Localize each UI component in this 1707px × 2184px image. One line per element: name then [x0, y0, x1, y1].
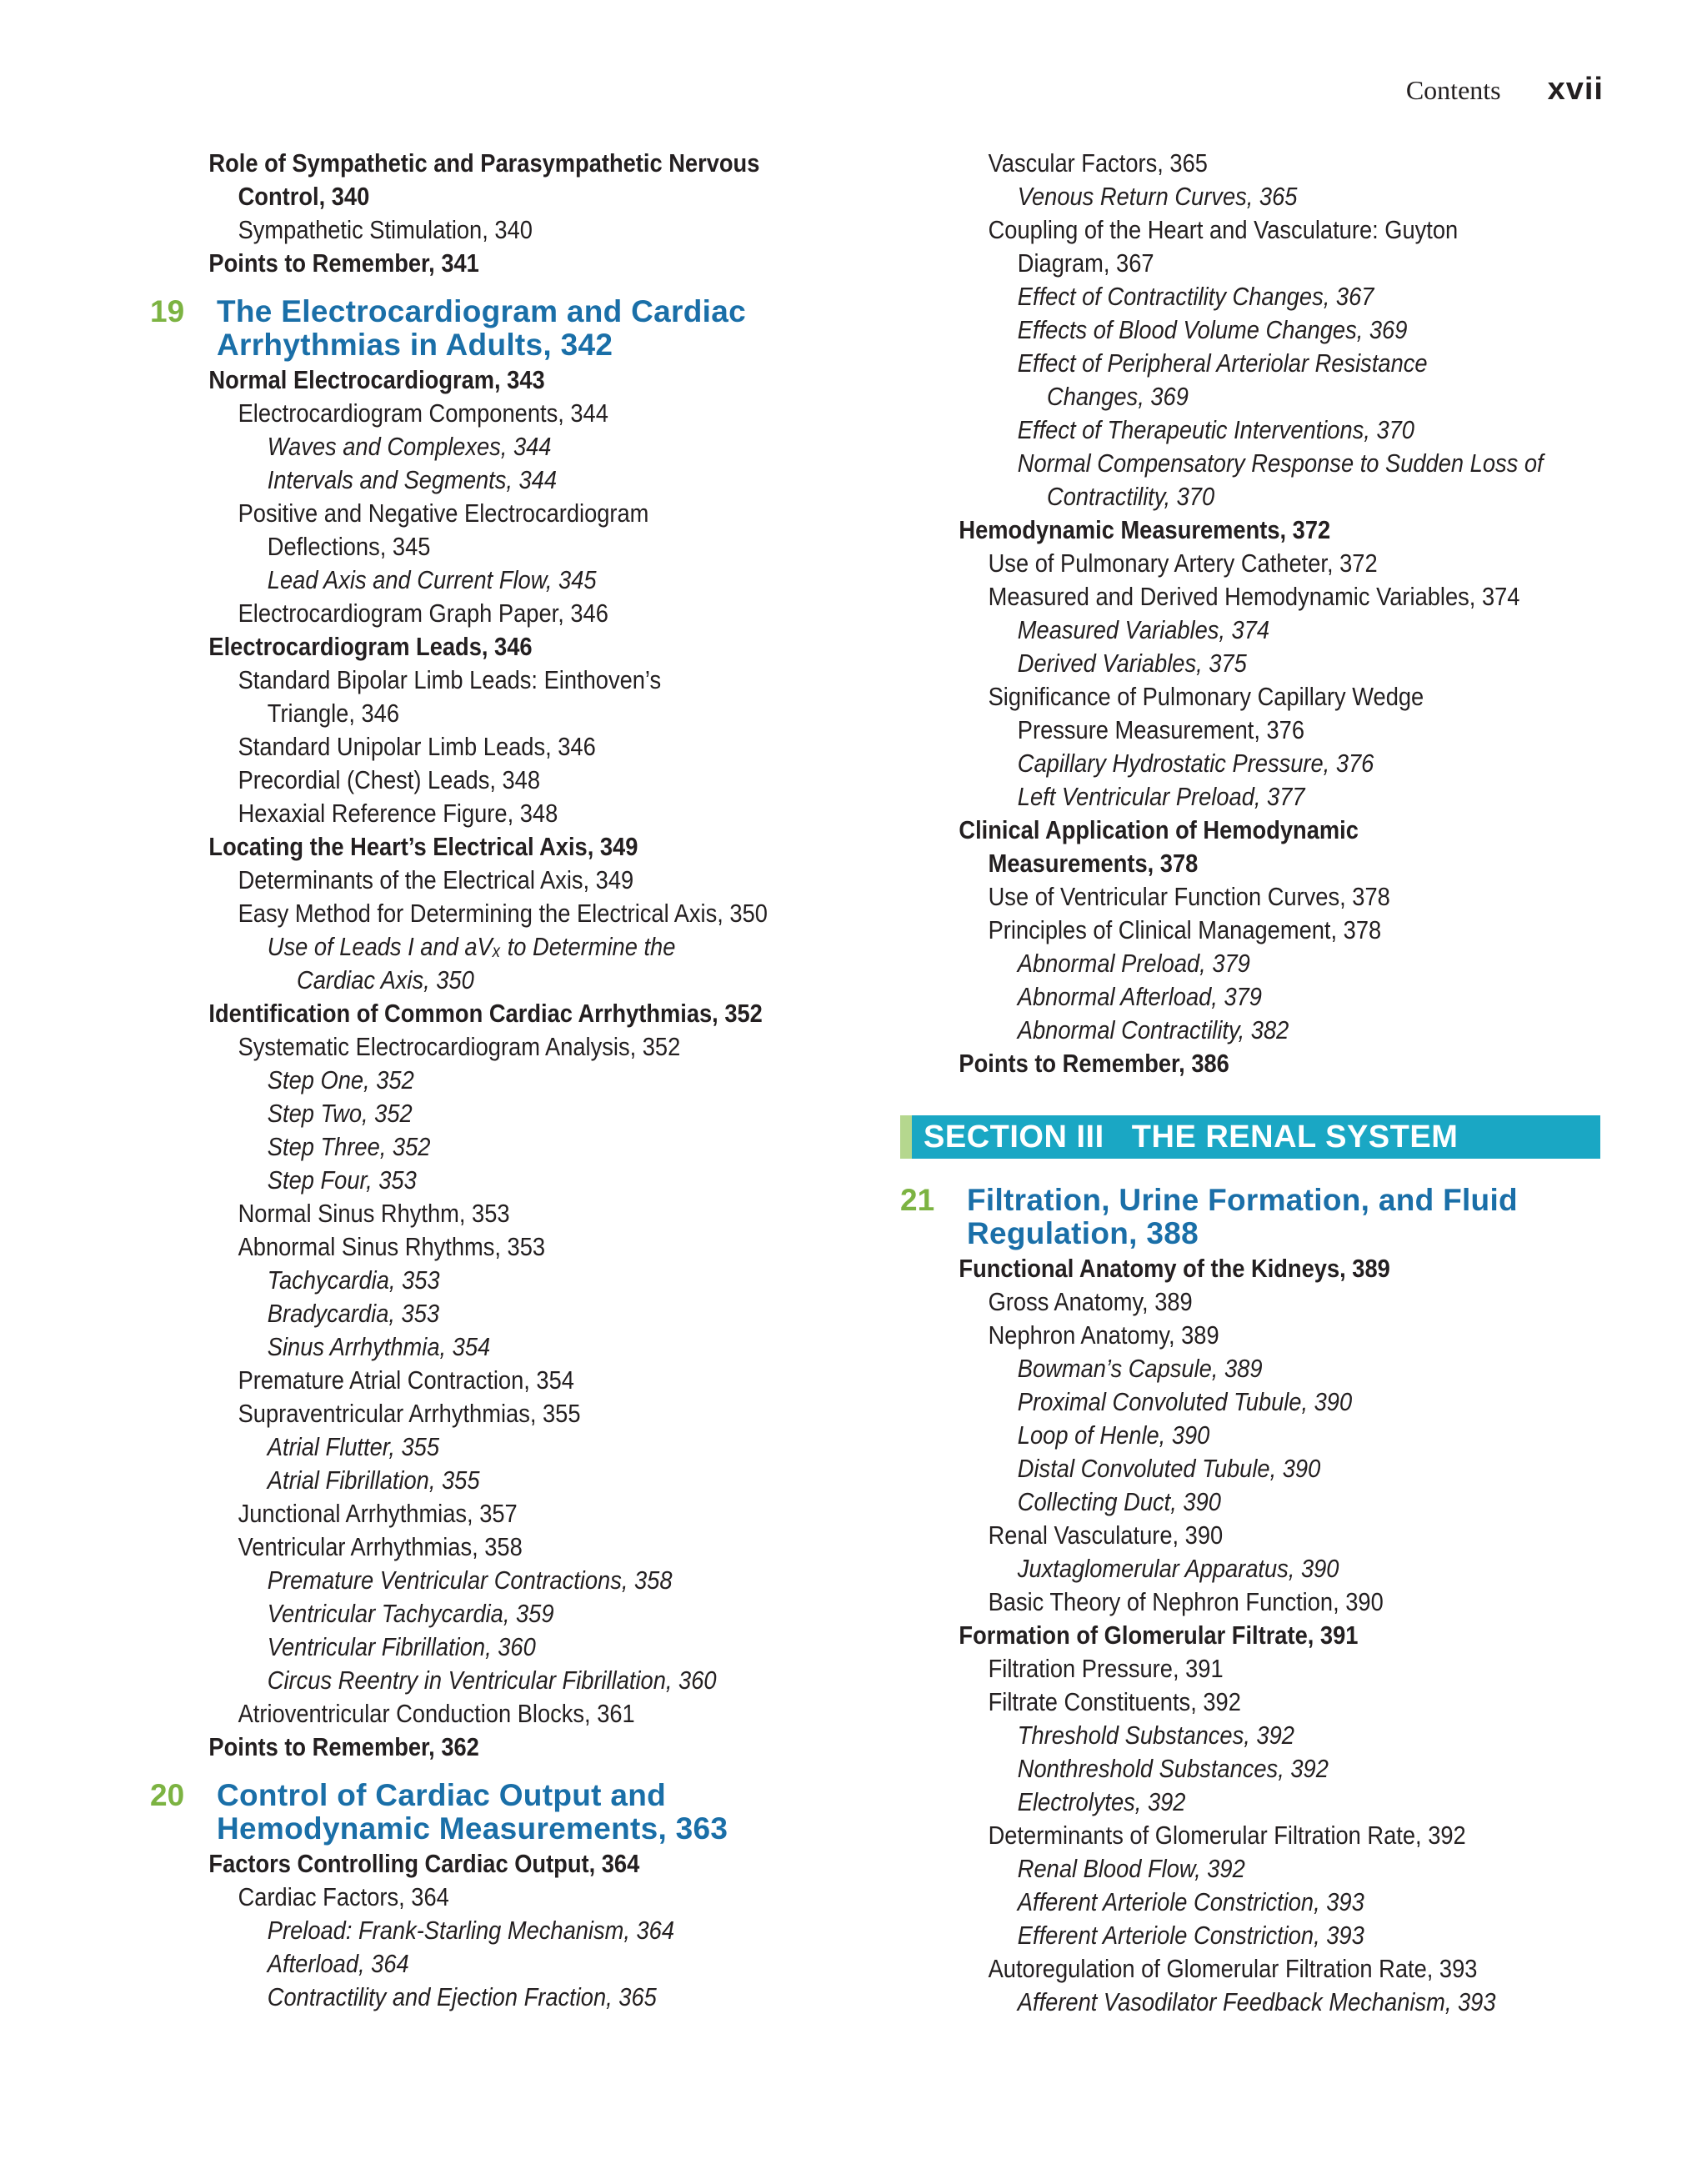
- toc-entry-lvl3: Step Four, 353: [267, 1165, 417, 1195]
- chapter-number: 19: [150, 294, 185, 328]
- toc-entry-lvl2: Sympathetic Stimulation, 340: [238, 215, 533, 244]
- toc-entry-lvl3: Preload: Frank-Starling Mechanism, 364: [267, 1916, 675, 1945]
- toc-entry-lvl2: Positive and Negative Electrocardiogram: [238, 498, 649, 528]
- toc-entry-lvl3: Lead Axis and Current Flow, 345: [267, 565, 597, 594]
- toc-entry-lvl3: Bowman’s Capsule, 389: [1017, 1354, 1263, 1383]
- toc-entry-lvl2: Filtrate Constituents, 392: [988, 1687, 1241, 1716]
- toc-entry-lvl2-continuation: Pressure Measurement, 376: [1017, 715, 1305, 744]
- toc-entry-lvl2: Renal Vasculature, 390: [988, 1520, 1224, 1550]
- toc-left-column: [150, 147, 900, 2014]
- toc-entry-lvl3: Intervals and Segments, 344: [267, 465, 558, 494]
- toc-entry-lvl3: Renal Blood Flow, 392: [1017, 1854, 1245, 1883]
- toc-entry-lvl3: Collecting Duct, 390: [1017, 1487, 1221, 1516]
- toc-entry-lvl3: Effect of Peripheral Arteriolar Resistance: [1017, 348, 1428, 378]
- chapter-heading: [150, 295, 900, 362]
- chapter-title-line: Filtration, Urine Formation, and Fluid: [967, 1183, 1518, 1217]
- running-head: [1406, 72, 1604, 108]
- toc-entry-lvl3: Ventricular Fibrillation, 360: [267, 1632, 536, 1661]
- toc-entry-lvl3: Capillary Hydrostatic Pressure, 376: [1017, 749, 1374, 778]
- toc-entry-lvl2: Determinants of Glomerular Filtration Rate, 392: [988, 1821, 1466, 1850]
- toc-entry-lvl3: Proximal Convoluted Tubule, 390: [1017, 1387, 1353, 1416]
- toc-entry-lvl3: Effect of Contractility Changes, 367: [1017, 282, 1374, 311]
- chapter-title: [217, 295, 746, 362]
- toc-entry-lvl2: Standard Unipolar Limb Leads, 346: [238, 732, 596, 761]
- toc-entry-lvl3: Afterload, 364: [267, 1949, 409, 1978]
- toc-entry-lvl2: Electrocardiogram Components, 344: [238, 398, 608, 428]
- toc-entry-lvl2: Systematic Electrocardiogram Analysis, 352: [238, 1032, 681, 1061]
- toc-entry-lvl2: Standard Bipolar Limb Leads: Einthoven’s: [238, 665, 662, 694]
- toc-entry-lvl3: Atrial Flutter, 355: [267, 1432, 440, 1461]
- toc-entry-lvl2-continuation: Triangle, 346: [267, 699, 400, 728]
- toc-entry-lvl1-continuation: Control, 340: [238, 182, 370, 211]
- toc-entry-lvl2: Measured and Derived Hemodynamic Variables, 374: [988, 582, 1520, 611]
- toc-entry-lvl3: Distal Convoluted Tubule, 390: [1017, 1454, 1321, 1483]
- chapter-title-line: Regulation, 388: [967, 1216, 1199, 1250]
- toc-entry-lvl3: Venous Return Curves, 365: [1017, 182, 1298, 211]
- toc-entry-lvl3: Derived Variables, 375: [1017, 649, 1247, 678]
- toc-entry-lvl1: Role of Sympathetic and Parasympathetic Nervous: [208, 148, 760, 178]
- toc-entry-lvl2: Nephron Anatomy, 389: [988, 1320, 1219, 1350]
- chapter-heading: [900, 1184, 1609, 1250]
- toc-entry-lvl2: Significance of Pulmonary Capillary Wedge: [988, 682, 1424, 711]
- toc-entry-lvl1: Locating the Heart’s Electrical Axis, 349: [208, 832, 638, 861]
- toc-entry-lvl3-continuation: Cardiac Axis, 350: [297, 965, 474, 994]
- toc-entry-lvl3-continuation: Changes, 369: [1047, 382, 1189, 411]
- toc-entry-lvl2: Gross Anatomy, 389: [988, 1287, 1193, 1316]
- toc-entry-lvl1: Identification of Common Cardiac Arrhythmias, 352: [208, 999, 763, 1028]
- toc-entry-lvl3: Tachycardia, 353: [267, 1265, 440, 1295]
- toc-entry-lvl2: Basic Theory of Nephron Function, 390: [988, 1587, 1384, 1616]
- toc-entry-lvl3: Nonthreshold Substances, 392: [1017, 1754, 1329, 1783]
- toc-entry-lvl2: Abnormal Sinus Rhythms, 353: [238, 1232, 546, 1261]
- toc-entry-lvl3: Sinus Arrhythmia, 354: [267, 1332, 491, 1361]
- toc-entry-lvl2: Normal Sinus Rhythm, 353: [238, 1199, 510, 1228]
- toc-entry-lvl3: Normal Compensatory Response to Sudden Loss of: [1017, 448, 1544, 478]
- toc-entry-lvl2: Hexaxial Reference Figure, 348: [238, 799, 558, 828]
- toc-entry-lvl2: Atrioventricular Conduction Blocks, 361: [238, 1699, 635, 1728]
- chapter-title-line: The Electrocardiogram and Cardiac: [217, 294, 746, 328]
- toc-entry-lvl1: Formation of Glomerular Filtrate, 391: [959, 1620, 1359, 1650]
- toc-entry-lvl2: Precordial (Chest) Leads, 348: [238, 765, 541, 794]
- running-head-section: Contents: [1405, 75, 1501, 105]
- toc-entry-lvl2: Electrocardiogram Graph Paper, 346: [238, 599, 608, 628]
- toc-entry-lvl3: Efferent Arteriole Constriction, 393: [1017, 1921, 1364, 1950]
- toc-entry-lvl3: Afferent Vasodilator Feedback Mechanism, 393: [1017, 1987, 1496, 2016]
- chapter-number: 21: [900, 1183, 935, 1217]
- toc-entry-lvl3: Bradycardia, 353: [267, 1299, 440, 1328]
- chapter-number: 20: [150, 1778, 185, 1812]
- chapter-title-line: Arrhythmias in Adults, 342: [217, 328, 613, 362]
- toc-entry-lvl2: Coupling of the Heart and Vasculature: Guyton: [988, 215, 1459, 244]
- toc-entry-lvl1: Clinical Application of Hemodynamic: [959, 815, 1359, 844]
- toc-entry-lvl2: Filtration Pressure, 391: [988, 1654, 1224, 1683]
- chapter-title: [217, 1779, 728, 1846]
- section-title: SECTION III THE RENAL SYSTEM: [924, 1119, 1459, 1155]
- toc-entry-lvl3: Contractility and Ejection Fraction, 365: [267, 1982, 657, 2011]
- toc-entry-lvl3: Step Three, 352: [267, 1132, 431, 1161]
- toc-entry-lvl3: Threshold Substances, 392: [1017, 1721, 1294, 1750]
- toc-entry-lvl2: Junctional Arrhythmias, 357: [238, 1499, 518, 1528]
- toc-entry-lvl3: Electrolytes, 392: [1017, 1787, 1186, 1816]
- toc-entry-lvl2: Supraventricular Arrhythmias, 355: [238, 1399, 581, 1428]
- toc-entry-lvl2: Ventricular Arrhythmias, 358: [238, 1532, 523, 1561]
- toc-entry-lvl3: Waves and Complexes, 344: [267, 432, 552, 461]
- toc-entry-lvl3: Circus Reentry in Ventricular Fibrillation, 360: [267, 1666, 717, 1695]
- toc-entry-lvl3: Effects of Blood Volume Changes, 369: [1017, 315, 1408, 344]
- toc-entry-lvl2: Autoregulation of Glomerular Filtration Rate, 393: [988, 1954, 1478, 1983]
- toc-entry-lvl2-continuation: Diagram, 367: [1017, 248, 1154, 278]
- toc-entry-lvl1-continuation: Measurements, 378: [988, 849, 1199, 878]
- toc-entry-lvl2: Premature Atrial Contraction, 354: [238, 1365, 574, 1395]
- toc-entry-lvl3: Atrial Fibrillation, 355: [267, 1465, 480, 1495]
- toc-entry-lvl1: Factors Controlling Cardiac Output, 364: [208, 1849, 640, 1878]
- chapter-title-line: Control of Cardiac Output and: [217, 1778, 667, 1812]
- toc-entry-lvl1: Normal Electrocardiogram, 343: [208, 365, 545, 394]
- toc-entry-lvl3: Abnormal Contractility, 382: [1017, 1015, 1289, 1044]
- toc-entry-lvl3: Juxtaglomerular Apparatus, 390: [1017, 1554, 1339, 1583]
- toc-entry-lvl1: Functional Anatomy of the Kidneys, 389: [959, 1254, 1390, 1283]
- toc-entry-lvl3: Step One, 352: [267, 1065, 414, 1095]
- toc-entry-lvl3: Use of Leads I and aVₓ to Determine the: [267, 932, 676, 961]
- toc-entry-lvl1: Hemodynamic Measurements, 372: [959, 515, 1331, 544]
- toc-entry-lvl2: Use of Ventricular Function Curves, 378: [988, 882, 1390, 911]
- toc-entry-lvl3: Measured Variables, 374: [1017, 615, 1270, 644]
- toc-entry-lvl3: Abnormal Preload, 379: [1017, 949, 1250, 978]
- page-number: xvii: [1547, 72, 1604, 107]
- chapter-title-line: Hemodynamic Measurements, 363: [217, 1811, 728, 1846]
- toc-right-column: [900, 147, 1609, 2019]
- toc-entry-lvl2-continuation: Deflections, 345: [267, 532, 431, 561]
- toc-entry-lvl3: Ventricular Tachycardia, 359: [267, 1599, 554, 1628]
- toc-entry-lvl3: Loop of Henle, 390: [1017, 1420, 1210, 1450]
- toc-entry-lvl2: Easy Method for Determining the Electrical Axis, 350: [238, 899, 768, 928]
- toc-entry-lvl1: Points to Remember, 341: [208, 248, 479, 278]
- toc-entry-lvl2: Use of Pulmonary Artery Catheter, 372: [988, 549, 1378, 578]
- toc-entry-lvl3: Step Two, 352: [267, 1099, 413, 1128]
- toc-entry-lvl1: Points to Remember, 386: [959, 1049, 1229, 1078]
- toc-entry-lvl2: Determinants of the Electrical Axis, 349: [238, 865, 634, 894]
- toc-entry-lvl1: Points to Remember, 362: [208, 1732, 479, 1761]
- toc-entry-lvl3: Effect of Therapeutic Interventions, 370: [1017, 415, 1414, 444]
- toc-entry-lvl3: Premature Ventricular Contractions, 358: [267, 1565, 673, 1595]
- toc-entry-lvl3: Afferent Arteriole Constriction, 393: [1017, 1887, 1364, 1916]
- toc-entry-lvl2: Vascular Factors, 365: [988, 148, 1208, 178]
- toc-entry-lvl3: Left Ventricular Preload, 377: [1017, 782, 1305, 811]
- toc-entry-lvl2: Principles of Clinical Management, 378: [988, 915, 1382, 944]
- toc-entry-lvl3: Abnormal Afterload, 379: [1017, 982, 1262, 1011]
- toc-entry-lvl1: Electrocardiogram Leads, 346: [208, 632, 533, 661]
- toc-entry-lvl3-continuation: Contractility, 370: [1047, 482, 1215, 511]
- chapter-title: [967, 1184, 1518, 1250]
- chapter-heading: [150, 1779, 900, 1846]
- toc-entry-lvl2: Cardiac Factors, 364: [238, 1882, 449, 1911]
- section-banner: [900, 1115, 1600, 1159]
